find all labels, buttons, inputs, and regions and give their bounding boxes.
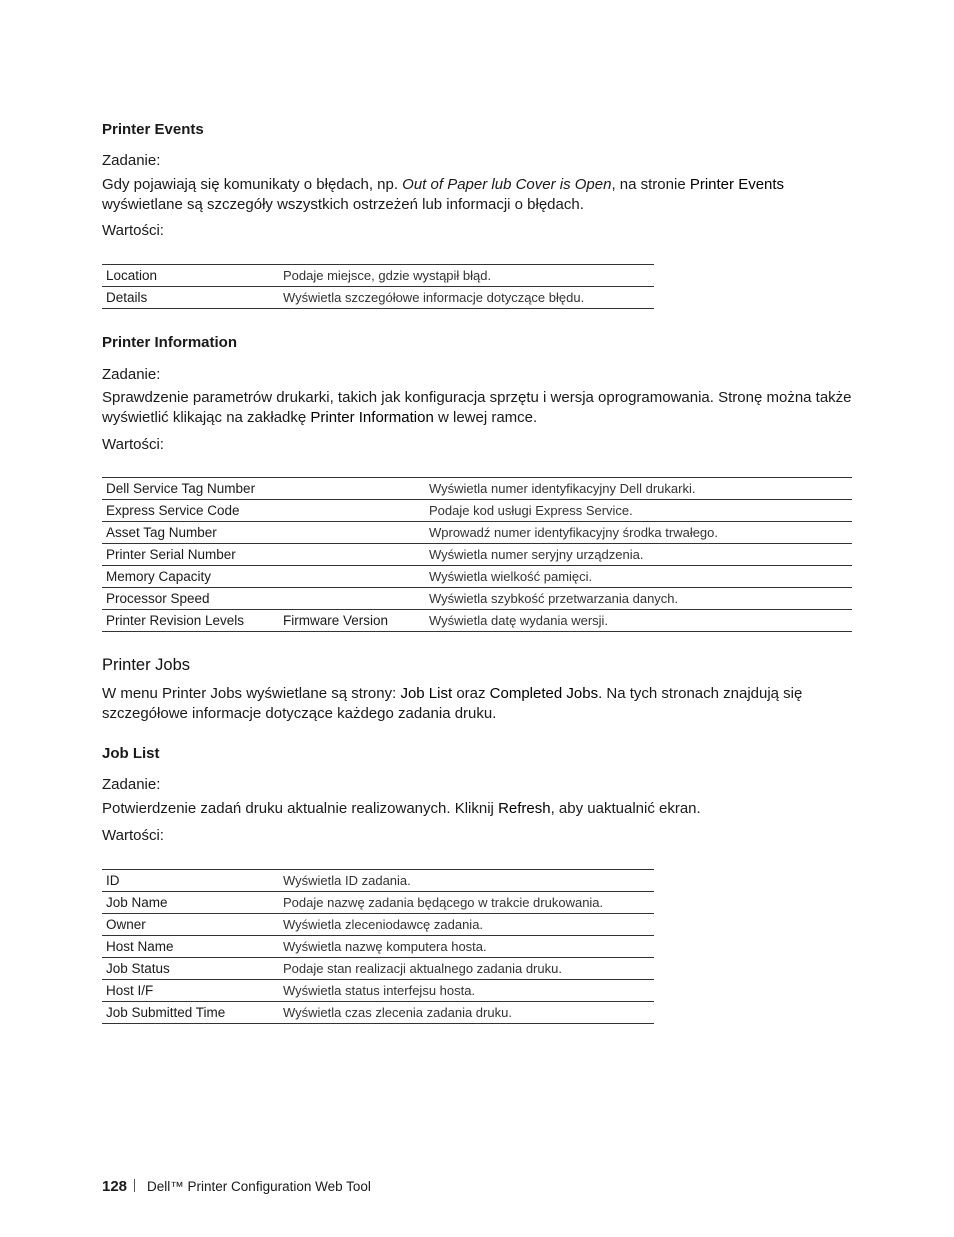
printer-jobs-heading: Printer Jobs [102, 656, 191, 674]
printer-events-table [102, 264, 654, 309]
table-row [102, 588, 852, 610]
row-desc: Wprowadź numer identyfikacyjny środka trwałego. [425, 522, 852, 544]
table-row [102, 914, 654, 936]
row-desc: Wyświetla numer seryjny urządzenia. [425, 544, 852, 566]
printer-jobs-intro: W menu Printer Jobs wyświetlane są strony: Job List oraz Completed Jobs. Na tych stronach znajdują się szczegółowe informacje dotyczące każdego zadania druku. [102, 685, 803, 722]
row-name: Job Submitted Time [102, 1002, 279, 1024]
row-desc: Wyświetla czas zlecenia zadania druku. [279, 1002, 654, 1024]
row-desc: Wyświetla numer identyfikacyjny Dell drukarki. [425, 478, 852, 500]
row-subname: Firmware Version [279, 610, 425, 632]
job-list-task-text: Potwierdzenie zadań druku aktualnie realizowanych. Kliknij Refresh, aby uaktualnić ekran. [102, 800, 701, 817]
row-name: Processor Speed [102, 588, 425, 610]
row-name: Printer Revision Levels [102, 610, 279, 632]
printer-information-task-text: Sprawdzenie parametrów drukarki, takich jak konfiguracja sprzętu i wersja oprogramowania. Stronę można także wyświetlić klikając na zakładkę Printer Information w lewej ramce. [102, 389, 852, 426]
task-label: Zadanie: [102, 776, 161, 793]
row-name: Details [102, 287, 279, 309]
row-name: Owner [102, 914, 279, 936]
printer-information-table [102, 477, 852, 632]
row-desc: Wyświetla wielkość pamięci. [425, 566, 852, 588]
table-row [102, 980, 654, 1002]
table-row [102, 870, 654, 892]
table-row [102, 892, 654, 914]
row-desc: Wyświetla szczegółowe informacje dotyczące błędu. [279, 287, 654, 309]
row-name: Location [102, 265, 279, 287]
table-row [102, 566, 852, 588]
row-desc: Wyświetla szybkość przetwarzania danych. [425, 588, 852, 610]
table-row [102, 958, 654, 980]
row-desc: Podaje stan realizacji aktualnego zadania druku. [279, 958, 654, 980]
row-desc: Wyświetla nazwę komputera hosta. [279, 936, 654, 958]
row-desc: Podaje kod usługi Express Service. [425, 500, 852, 522]
footer-title: Dell™ Printer Configuration Web Tool [147, 1179, 371, 1194]
job-list-table [102, 869, 654, 1024]
table-row [102, 1002, 654, 1024]
row-name: Job Name [102, 892, 279, 914]
row-name: Printer Serial Number [102, 544, 425, 566]
printer-events-task-text: Gdy pojawiają się komunikaty o błędach, np. Out of Paper lub Cover is Open, na stronie Printer Events wyświetlane są szczegóły wszystkich ostrzeżeń lub informacji o błędach. [102, 176, 785, 213]
table-row [102, 478, 852, 500]
printer-events-heading: Printer Events [102, 121, 204, 138]
table-row [102, 610, 852, 632]
job-list-heading: Job List [102, 745, 160, 762]
table-row [102, 522, 852, 544]
values-label: Wartości: [102, 827, 164, 844]
task-label: Zadanie: [102, 366, 161, 383]
row-desc: Wyświetla status interfejsu hosta. [279, 980, 654, 1002]
table-row [102, 544, 852, 566]
row-desc: Podaje miejsce, gdzie wystąpił błąd. [279, 265, 654, 287]
row-name: Express Service Code [102, 500, 425, 522]
row-name: Host I/F [102, 980, 279, 1002]
row-desc: Wyświetla datę wydania wersji. [425, 610, 852, 632]
row-name: ID [102, 870, 279, 892]
row-name: Host Name [102, 936, 279, 958]
printer-information-heading: Printer Information [102, 334, 238, 351]
table-row [102, 287, 654, 309]
row-name: Asset Tag Number [102, 522, 425, 544]
row-desc: Podaje nazwę zadania będącego w trakcie drukowania. [279, 892, 654, 914]
page-footer [102, 1178, 371, 1195]
table-row [102, 265, 654, 287]
table-row [102, 500, 852, 522]
row-desc: Wyświetla zleceniodawcę zadania. [279, 914, 654, 936]
footer-divider [134, 1179, 135, 1192]
row-name: Memory Capacity [102, 566, 425, 588]
table-row [102, 936, 654, 958]
values-label: Wartości: [102, 222, 164, 239]
row-name: Dell Service Tag Number [102, 478, 425, 500]
task-label: Zadanie: [102, 152, 161, 169]
values-label: Wartości: [102, 436, 164, 453]
row-desc: Wyświetla ID zadania. [279, 870, 654, 892]
page-number: 128 [102, 1178, 128, 1195]
row-name: Job Status [102, 958, 279, 980]
